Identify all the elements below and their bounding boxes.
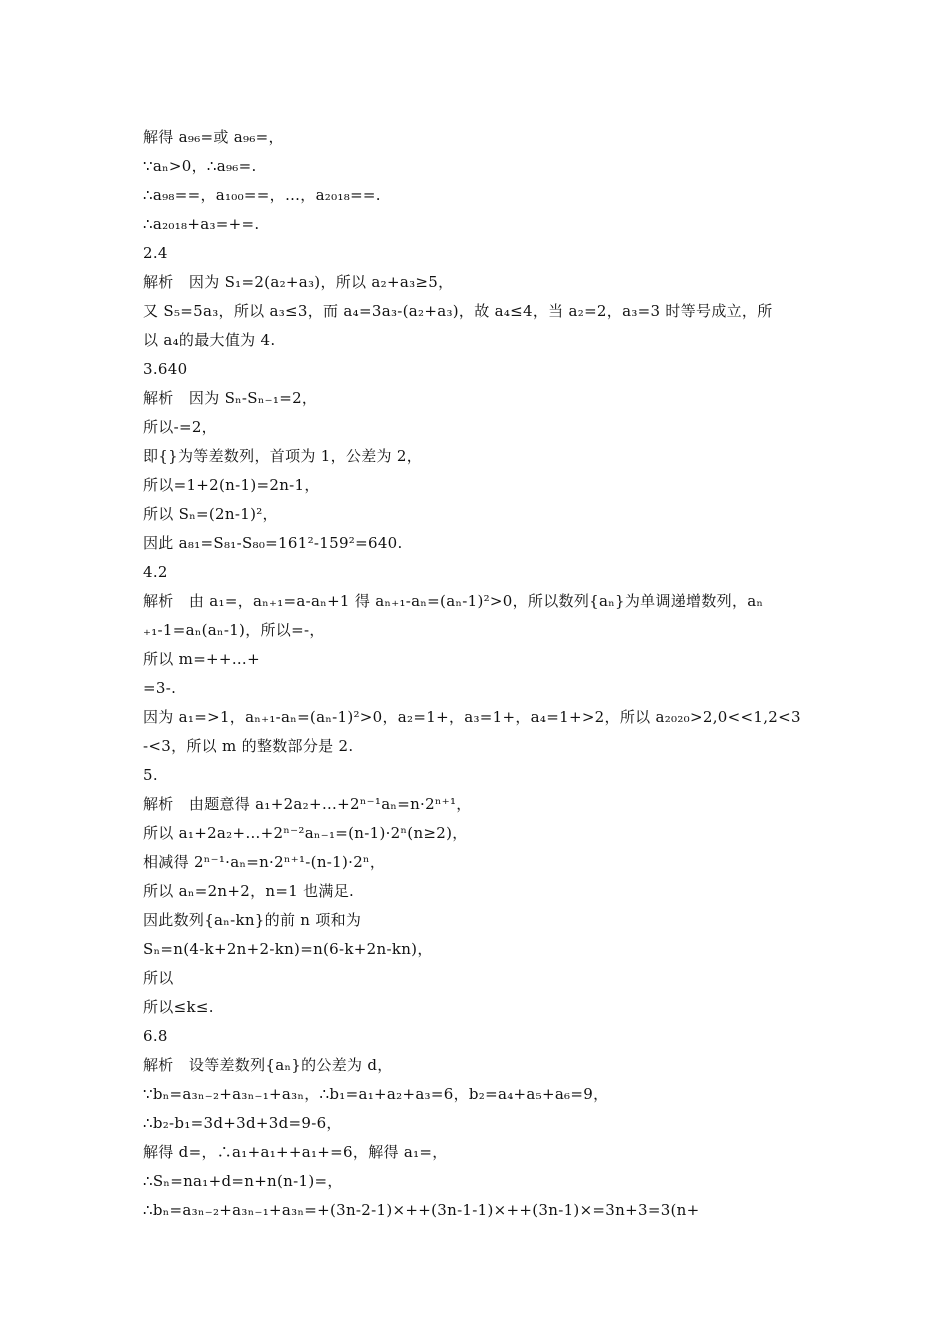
- text-line: ∴a₂₀₁₈+a₃=+=.: [143, 215, 260, 233]
- text-line: 所以 a₁+2a₂+…+2ⁿ⁻²aₙ₋₁=(n-1)·2ⁿ(n≥2)，: [143, 824, 468, 842]
- text-line: 解析 设等差数列{aₙ}的公差为 d，: [143, 1056, 393, 1074]
- text-line: 所以 m=++…+: [143, 650, 260, 668]
- text-line: 因此数列{aₙ-kn}的前 n 项和为: [143, 911, 362, 929]
- text-line: ∴b₂-b₁=3d+3d+3d=9-6，: [143, 1114, 342, 1132]
- text-line: 相减得 2ⁿ⁻¹·aₙ=n·2ⁿ⁺¹-(n-1)·2ⁿ，: [143, 853, 386, 871]
- text-line: 解析 因为 S₁=2(a₂+a₃)，所以 a₂+a₃≥5，: [143, 273, 454, 291]
- text-line: ∵bₙ=a₃ₙ₋₂+a₃ₙ₋₁+a₃ₙ，∴b₁=a₁+a₂+a₃=6，b₂=a₄+a₅+a₆=9，: [143, 1085, 609, 1103]
- text-line: -<3，所以 m 的整数部分是 2.: [143, 737, 354, 755]
- text-line: 4.2: [143, 563, 168, 581]
- text-line: 3.640: [143, 360, 188, 378]
- text-line: 6.8: [143, 1027, 168, 1045]
- text-line: 解析 因为 Sₙ-Sₙ₋₁=2，: [143, 389, 318, 407]
- text-line: 以 a₄的最大值为 4.: [143, 331, 276, 349]
- text-line: 所以-=2，: [143, 418, 217, 436]
- text-line: 解得 a₉₆=或 a₉₆=，: [143, 128, 284, 146]
- text-line: 解析 由 a₁=，aₙ₊₁=a-aₙ+1 得 aₙ₊₁-aₙ=(aₙ-1)²>0，所以数列{aₙ}为单调递增数列，aₙ: [143, 592, 764, 610]
- text-line: ∴Sₙ=na₁+d=n+n(n-1)=，: [143, 1172, 343, 1190]
- text-line: ∴bₙ=a₃ₙ₋₂+a₃ₙ₋₁+a₃ₙ=+(3n-2-1)×++(3n-1-1)×++(3n-1)×=3n+3=3(n+: [143, 1201, 700, 1219]
- text-line: 2.4: [143, 244, 168, 262]
- text-line: 因为 a₁=>1，aₙ₊₁-aₙ=(aₙ-1)²>0，a₂=1+，a₃=1+，a₄=1+>2，所以 a₂₀₂₀>2,0<<1,2<3: [143, 708, 801, 726]
- text-line: 解析 由题意得 a₁+2a₂+…+2ⁿ⁻¹aₙ=n·2ⁿ⁺¹，: [143, 795, 472, 813]
- text-line: ∵aₙ>0，∴a₉₆=.: [143, 157, 257, 175]
- text-line: 所以≤k≤.: [143, 998, 214, 1016]
- text-line: 又 S₅=5a₃，所以 a₃≤3，而 a₄=3a₃-(a₂+a₃)，故 a₄≤4，当 a₂=2，a₃=3 时等号成立，所: [143, 302, 773, 320]
- text-line: 所以 Sₙ=(2n-1)²，: [143, 505, 278, 523]
- text-line: ∴a₉₈==，a₁₀₀==，…，a₂₀₁₈==.: [143, 186, 381, 204]
- text-line: =3-.: [143, 679, 177, 697]
- text-line: 即{}为等差数列，首项为 1，公差为 2，: [143, 447, 423, 465]
- text-line: 所以=1+2(n-1)=2n-1，: [143, 476, 320, 494]
- text-line: 解得 d=，∴a₁+a₁++a₁+=6，解得 a₁=，: [143, 1143, 448, 1161]
- text-line: 所以 aₙ=2n+2，n=1 也满足.: [143, 882, 355, 900]
- text-line: 因此 a₈₁=S₈₁-S₈₀=161²-159²=640.: [143, 534, 403, 552]
- text-line: 所以: [143, 969, 174, 987]
- text-line: Sₙ=n(4-k+2n+2-kn)=n(6-k+2n-kn)，: [143, 940, 433, 958]
- text-line: ₊₁-1=aₙ(aₙ-1)，所以=-，: [143, 621, 325, 639]
- text-line: 5.: [143, 766, 158, 784]
